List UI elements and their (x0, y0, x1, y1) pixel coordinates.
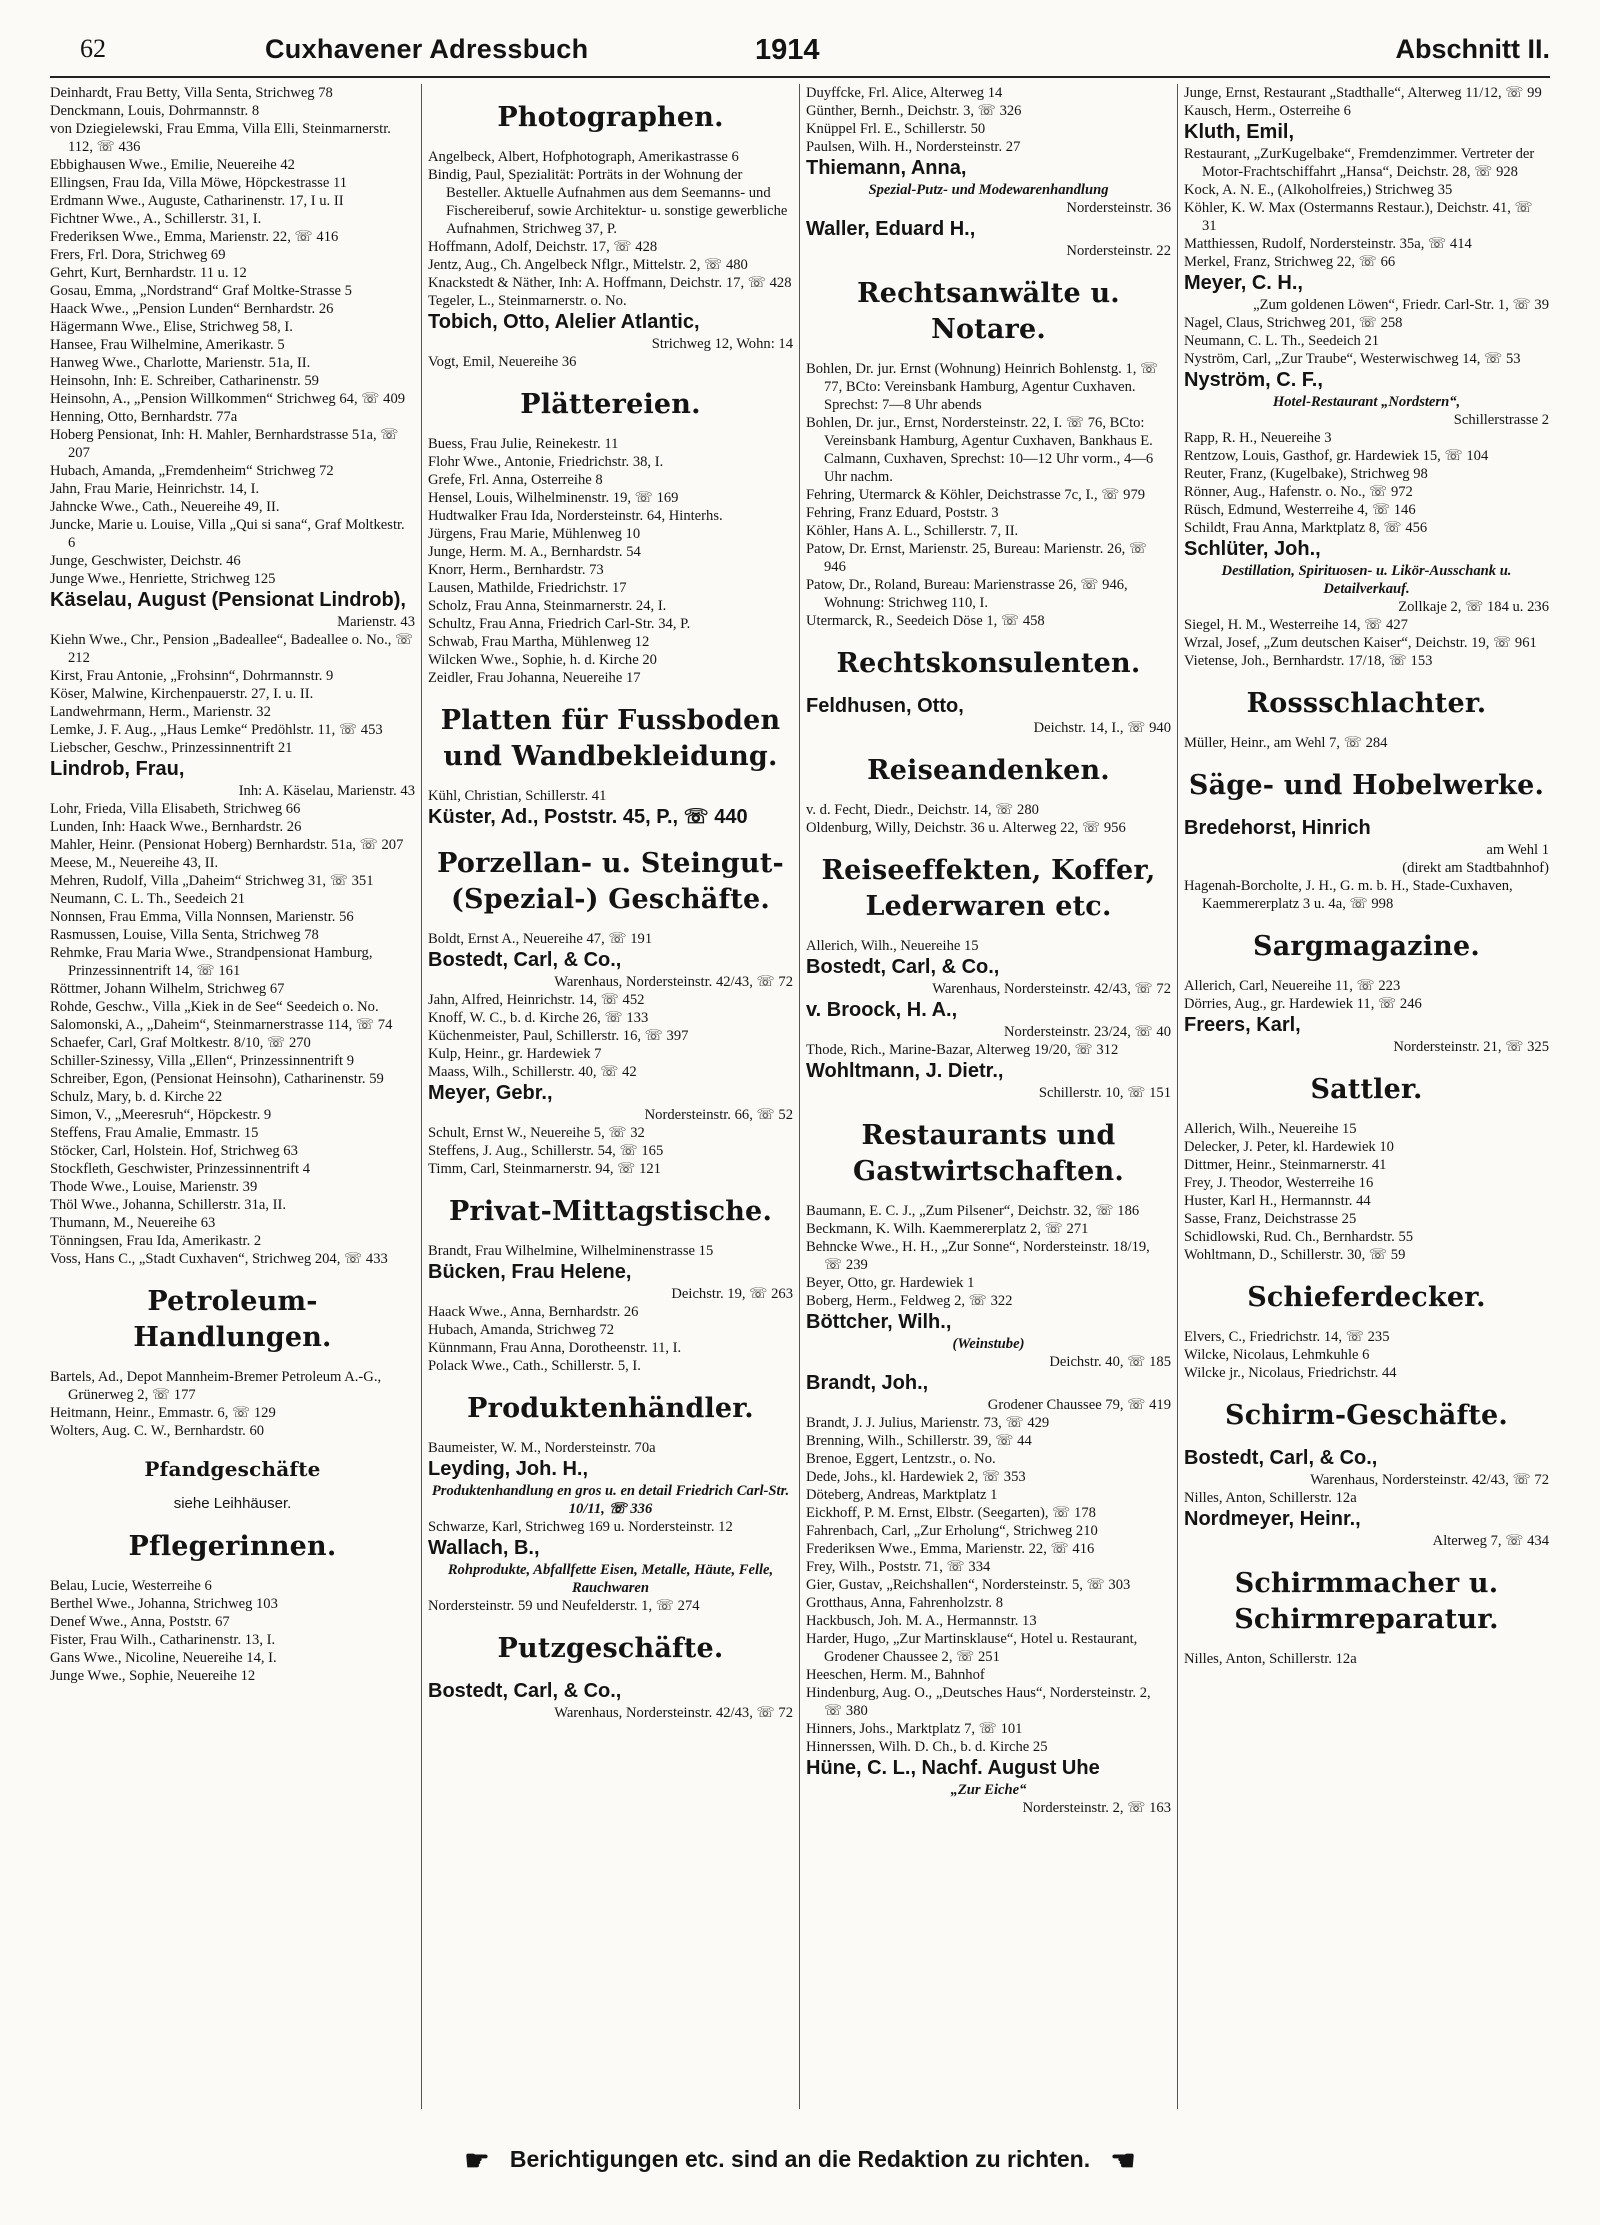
directory-entry: Küchenmeister, Paul, Schillerstr. 16, ☏ 397 (428, 1028, 689, 1044)
directory-entry: Schillerstr. 10, ☏ 151 (1038, 1085, 1171, 1101)
directory-entry-name: Bostedt, Carl, & Co., (428, 1680, 622, 1702)
directory-entry: Deinhardt, Frau Betty, Villa Senta, Strichweg 78 (50, 85, 333, 101)
directory-entry: Nilles, Anton, Schillerstr. 12a (1184, 1651, 1357, 1667)
directory-entry: Henning, Otto, Bernhardstr. 77a (50, 409, 238, 425)
directory-entry: Neumann, C. L. Th., Seedeich 21 (1184, 333, 1380, 349)
column-3 (806, 84, 1171, 2109)
directory-entry: Günther, Bernh., Deichstr. 3, ☏ 326 (806, 103, 1022, 119)
directory-entry: Heeschen, Herm. M., Bahnhof (806, 1667, 985, 1683)
section-heading: Reiseandenken. (867, 755, 1110, 786)
directory-entry: Nordersteinstr. 23/24, ☏ 40 (1003, 1024, 1171, 1040)
section-heading: Porzellan- u. Steingut- (Spezial-) Geschäfte. (437, 848, 784, 915)
directory-entry: Schaefer, Carl, Graf Moltkestr. 8/10, ☏ 270 (50, 1035, 311, 1051)
directory-entry: Kausch, Herm., Osterreihe 6 (1184, 103, 1351, 119)
directory-entry: Lemke, J. F. Aug., „Haus Lemke“ Predöhlstr. 11, ☏ 453 (50, 722, 383, 738)
directory-entry: Kirst, Frau Antonie, „Frohsinn“, Dohrmannstr. 9 (50, 668, 334, 684)
directory-entry-name: Bredehorst, Hinrich (1184, 817, 1371, 839)
directory-entry: Hoberg Pensionat, Inh: H. Mahler, Bernhardstrasse 51a, ☏ 207 (50, 427, 399, 461)
directory-entry-name: Wohltmann, J. Dietr., (806, 1060, 1004, 1082)
directory-entry: Knüppel Frl. E., Schillerstr. 50 (806, 121, 986, 137)
directory-entry: Allerich, Wilh., Neuereihe 15 (806, 938, 979, 954)
directory-entry: Thode, Rich., Marine-Bazar, Alterweg 19/20, ☏ 312 (806, 1042, 1119, 1058)
section-heading: Produktenhändler. (467, 1393, 754, 1424)
directory-entry: Brandt, J. J. Julius, Marienstr. 73, ☏ 429 (806, 1415, 1050, 1431)
directory-entry: Wilcke, Nicolaus, Lehmkuhle 6 (1184, 1347, 1370, 1363)
directory-entry: Hoffmann, Adolf, Deichstr. 17, ☏ 428 (428, 239, 658, 255)
directory-entry: Marienstr. 43 (337, 614, 415, 630)
directory-title: Cuxhavener Adressbuch (265, 34, 589, 64)
section-heading: Säge- und Hobelwerke. (1188, 770, 1545, 801)
directory-entry: Elvers, C., Friedrichstr. 14, ☏ 235 (1184, 1329, 1390, 1345)
directory-entry: Knorr, Herm., Bernhardstr. 73 (428, 562, 604, 578)
directory-entry: Mahler, Heinr. (Pensionat Hoberg) Bernhardstr. 51a, ☏ 207 (50, 837, 404, 853)
directory-entry: Gans Wwe., Nicoline, Neuereihe 14, I. (50, 1650, 277, 1666)
directory-entry: Wolters, Aug. C. W., Bernhardstr. 60 (50, 1423, 265, 1439)
section-heading: Rechtskonsulenten. (836, 648, 1141, 679)
page-header (50, 26, 1550, 78)
column-1 (50, 84, 415, 2109)
directory-entry: (direkt am Stadtbahnhof) (1402, 860, 1549, 876)
pointing-hand-icon: ☚ (1110, 2144, 1136, 2176)
directory-entry-name: Kluth, Emil, (1184, 121, 1294, 143)
directory-entry: Eickhoff, P. M. Ernst, Elbstr. (Seegarten), ☏ 178 (806, 1505, 1096, 1521)
directory-entry: Fichtner Wwe., A., Schillerstr. 31, I. (50, 211, 262, 227)
directory-entry: Nordersteinstr. 2, ☏ 163 (1022, 1800, 1171, 1816)
footer-note: Berichtigungen etc. sind an die Redaktion zu richten. (509, 2146, 1091, 2172)
page-footer (50, 2134, 1550, 2184)
directory-entry-name: Schlüter, Joh., (1184, 538, 1321, 560)
section-heading: Schirm-Geschäfte. (1225, 1400, 1508, 1431)
section-heading: Sattler. (1310, 1074, 1423, 1105)
section-heading: Restaurants und Gastwirtschaften. (853, 1120, 1124, 1187)
directory-entry: Thumann, M., Neuereihe 63 (50, 1215, 216, 1231)
directory-entry: Utermarck, R., Seedeich Döse 1, ☏ 458 (806, 613, 1045, 629)
directory-entry: Wilcken Wwe., Sophie, h. d. Kirche 20 (428, 652, 657, 668)
directory-entry: Baumann, E. C. J., „Zum Pilsener“, Deichstr. 32, ☏ 186 (806, 1203, 1140, 1219)
directory-entry: Hackbusch, Joh. M. A., Hermannstr. 13 (806, 1613, 1037, 1629)
directory-entry: Dittmer, Heinr., Steinmarnerstr. 41 (1184, 1157, 1387, 1173)
directory-entry-name: Waller, Eduard H., (806, 218, 976, 240)
directory-entry-name: Bostedt, Carl, & Co., (1184, 1447, 1378, 1469)
directory-entry: Zeidler, Frau Johanna, Neuereihe 17 (428, 670, 641, 686)
directory-entry: Wilcke jr., Nicolaus, Friedrichstr. 44 (1184, 1365, 1397, 1381)
directory-entry: Köhler, K. W. Max (Ostermanns Restaur.), Deichstr. 41, ☏ 31 (1184, 200, 1533, 234)
directory-entry: Beyer, Otto, gr. Hardewiek 1 (806, 1275, 975, 1291)
directory-entry: Deichstr. 14, I., ☏ 940 (1033, 720, 1171, 736)
directory-entry: Frederiksen Wwe., Emma, Marienstr. 22, ☏ 416 (806, 1541, 1095, 1557)
column-divider (799, 84, 800, 2109)
directory-entry: Warenhaus, Nordersteinstr. 42/43, ☏ 72 (1310, 1472, 1549, 1488)
directory-columns (50, 84, 1550, 2109)
directory-entry: Behncke Wwe., H. H., „Zur Sonne“, Nordersteinstr. 18/19, ☏ 239 (806, 1239, 1150, 1273)
directory-entry: Künnmann, Frau Anna, Dorotheenstr. 11, I. (428, 1340, 682, 1356)
directory-entry: Döteberg, Andreas, Marktplatz 1 (806, 1487, 998, 1503)
column-2 (428, 84, 793, 2109)
directory-entry: Kühl, Christian, Schillerstr. 41 (428, 788, 607, 804)
directory-entry: Frederiksen Wwe., Emma, Marienstr. 22, ☏ 416 (50, 229, 339, 245)
directory-entry: Timm, Carl, Steinmarnerstr. 94, ☏ 121 (428, 1161, 661, 1177)
directory-entry: Tegeler, L., Steinmarnerstr. o. No. (428, 293, 627, 309)
directory-entry: Knoff, W. C., b. d. Kirche 26, ☏ 133 (428, 1010, 649, 1026)
directory-entry: Kock, A. N. E., (Alkoholfreies,) Strichweg 35 (1184, 182, 1453, 198)
page-number: 62 (80, 34, 106, 63)
directory-entry-name: Nyström, C. F., (1184, 369, 1323, 391)
directory-entry: Stockfleth, Geschwister, Prinzessinnentrift 4 (50, 1161, 311, 1177)
directory-entry-name: Meyer, C. H., (1184, 272, 1303, 294)
pointing-hand-icon: ☛ (464, 2144, 490, 2176)
directory-entry: Siegel, H. M., Westerreihe 14, ☏ 427 (1184, 617, 1408, 633)
directory-entry: Kiehn Wwe., Chr., Pension „Badeallee“, Badeallee o. No., ☏ 212 (50, 632, 414, 666)
directory-entry: Frey, Wilh., Poststr. 71, ☏ 334 (806, 1559, 991, 1575)
directory-entry: Heinsohn, A., „Pension Willkommen“ Strichweg 64, ☏ 409 (50, 391, 406, 407)
directory-entry: Grefe, Frl. Anna, Osterreihe 8 (428, 472, 603, 488)
directory-entry: Bohlen, Dr. jur., Ernst, Nordersteinstr. 22, I. ☏ 76, BCto: Vereinsbank Hamburg, Agentur Cuxhaven, Bankhaus E. Calmann, Cuxhaven, Sprechst: 10—12 Uhr vorm., 4—6 Uhr nachm. (806, 415, 1154, 485)
directory-entry: Duyffcke, Frl. Alice, Alterweg 14 (806, 85, 1003, 101)
directory-entry: Matthiessen, Rudolf, Nordersteinstr. 35a, ☏ 414 (1184, 236, 1472, 252)
directory-entry-name: Nordmeyer, Heinr., (1184, 1508, 1361, 1530)
directory-entry: Rehmke, Frau Maria Wwe., Strandpensionat Hamburg, Prinzessinnentrift 14, ☏ 161 (50, 945, 373, 979)
directory-entry: Warenhaus, Nordersteinstr. 42/43, ☏ 72 (554, 974, 793, 990)
directory-entry: Fister, Frau Wilh., Catharinenstr. 13, I. (50, 1632, 276, 1648)
directory-entry: Hotel-Restaurant „Nordstern“, (1272, 394, 1461, 410)
section-heading: Plättereien. (520, 389, 701, 420)
directory-entry: Deichstr. 19, ☏ 263 (671, 1286, 793, 1302)
directory-entry: Liebscher, Geschw., Prinzessinnentrift 21 (50, 740, 293, 756)
directory-entry: Huster, Karl H., Hermannstr. 44 (1184, 1193, 1371, 1209)
directory-entry: Dörries, Aug., gr. Hardewiek 11, ☏ 246 (1184, 996, 1422, 1012)
directory-entry: Salomonski, A., „Daheim“, Steinmarnerstrasse 114, ☏ 74 (50, 1017, 393, 1033)
section-note: siehe Leihhäuser. (173, 1495, 292, 1512)
directory-entry: „Zur Eiche“ (950, 1782, 1027, 1798)
directory-entry: Tönningsen, Frau Ida, Amerikastr. 2 (50, 1233, 262, 1249)
directory-entry: Rüsch, Edmund, Westerreihe 4, ☏ 146 (1184, 502, 1416, 518)
directory-entry: Schwab, Frau Martha, Mühlenweg 12 (428, 634, 650, 650)
directory-entry: Scholz, Frau Anna, Steinmarnerstr. 24, I. (428, 598, 667, 614)
directory-entry-name: Bostedt, Carl, & Co., (428, 949, 622, 971)
directory-entry: Fahrenbach, Carl, „Zur Erholung“, Strichweg 210 (806, 1523, 1098, 1539)
directory-entry: Voss, Hans C., „Stadt Cuxhaven“, Strichweg 204, ☏ 433 (50, 1251, 388, 1267)
directory-entry: Allerich, Carl, Neuereihe 11, ☏ 223 (1184, 978, 1401, 994)
directory-entry: Buess, Frau Julie, Reinekestr. 11 (428, 436, 619, 452)
directory-entry: Lohr, Frieda, Villa Elisabeth, Strichweg 66 (50, 801, 301, 817)
directory-entry-name: Thiemann, Anna, (806, 157, 967, 179)
directory-entry: Wrzal, Josef, „Zum deutschen Kaiser“, Deichstr. 19, ☏ 961 (1184, 635, 1537, 651)
directory-entry: Thode Wwe., Louise, Marienstr. 39 (50, 1179, 258, 1195)
directory-entry: Jahn, Alfred, Heinrichstr. 14, ☏ 452 (428, 992, 645, 1008)
directory-entry: Restaurant, „ZurKugelbake“, Fremdenzimmer. Vertreter der Motor-Frachtschiffahrt „Hansa“, Deichstr. 28, ☏ 928 (1184, 146, 1535, 180)
directory-entry: Steffens, Frau Amalie, Emmastr. 15 (50, 1125, 259, 1141)
directory-entry: Jahncke Wwe., Cath., Neuereihe 49, II. (50, 499, 280, 515)
directory-year: 1914 (755, 34, 820, 66)
directory-entry: Stöcker, Carl, Holstein. Hof, Strichweg 63 (50, 1143, 298, 1159)
directory-entry: Nonnsen, Frau Emma, Villa Nonnsen, Marienstr. 56 (50, 909, 354, 925)
directory-entry-name: Feldhusen, Otto, (806, 695, 964, 717)
section-heading: Pflegerinnen. (128, 1531, 337, 1562)
directory-entry: Hinners, Johs., Marktplatz 7, ☏ 101 (806, 1721, 1023, 1737)
section-heading: Rossschlachter. (1246, 688, 1487, 719)
directory-entry: Knackstedt & Näther, Inh: A. Hoffmann, Deichstr. 17, ☏ 428 (428, 275, 792, 291)
directory-entry: v. d. Fecht, Diedr., Deichstr. 14, ☏ 280 (806, 802, 1039, 818)
directory-entry: Hudtwalker Frau Ida, Nordersteinstr. 64, Hinterhs. (428, 508, 723, 524)
directory-entry: Baumeister, W. M., Nordersteinstr. 70a (428, 1440, 656, 1456)
directory-entry: Thöl Wwe., Johanna, Schillerstr. 31a, II. (50, 1197, 287, 1213)
directory-entry: Nordersteinstr. 59 und Neufelderstr. 1, ☏ 274 (428, 1598, 700, 1614)
directory-entry-name: Freers, Karl, (1184, 1014, 1301, 1036)
directory-entry: Meese, M., Neuereihe 43, II. (50, 855, 219, 871)
directory-entry: Gosau, Emma, „Nordstrand“ Graf Moltke-Strasse 5 (50, 283, 352, 299)
directory-entry: Hansee, Frau Wilhelmine, Amerikastr. 5 (50, 337, 285, 353)
directory-entry-name: Böttcher, Wilh., (806, 1311, 952, 1333)
directory-entry: Junge, Herm. M. A., Bernhardstr. 54 (428, 544, 641, 560)
directory-entry: Hensel, Louis, Wilhelminenstr. 19, ☏ 169 (428, 490, 679, 506)
directory-entry-name: Tobich, Otto, Alelier Atlantic, (428, 311, 700, 333)
directory-entry-name: Brandt, Joh., (806, 1372, 929, 1394)
directory-entry: „Zum goldenen Löwen“, Friedr. Carl-Str. 1, ☏ 39 (1253, 297, 1549, 313)
directory-entry: Heinsohn, Inh: E. Schreiber, Catharinenstr. 59 (50, 373, 319, 389)
directory-entry: Jürgens, Frau Marie, Mühlenweg 10 (428, 526, 641, 542)
directory-entry: Rönner, Aug., Hafenstr. o. No., ☏ 972 (1184, 484, 1413, 500)
directory-entry: Junge, Ernst, Restaurant „Stadthalle“, Alterweg 11/12, ☏ 99 (1184, 85, 1542, 101)
directory-entry: Zollkaje 2, ☏ 184 u. 236 (1398, 599, 1549, 615)
directory-entry: Rohde, Geschw., Villa „Kiek in de See“ Seedeich o. No. (50, 999, 379, 1015)
section-heading: Schieferdecker. (1247, 1282, 1486, 1313)
directory-entry-name: Wallach, B., (428, 1537, 540, 1559)
directory-entry: Hinnerssen, Wilh. D. Ch., b. d. Kirche 25 (806, 1739, 1048, 1755)
directory-entry: Brenoe, Eggert, Lentzstr., o. No. (806, 1451, 996, 1467)
directory-entry: Warenhaus, Nordersteinstr. 42/43, ☏ 72 (554, 1705, 793, 1721)
directory-entry: Köser, Malwine, Kirchenpauerstr. 27, I. u. II. (50, 686, 314, 702)
directory-entry: Destillation, Spirituosen- u. Likör-Ausschank u. Detailverkauf. (1221, 563, 1512, 597)
directory-entry: am Wehl 1 (1486, 842, 1549, 858)
directory-entry: Grotthaus, Anna, Fahrenholzstr. 8 (806, 1595, 1003, 1611)
directory-entry: Bartels, Ad., Depot Mannheim-Bremer Petroleum A.-G., Grünerweg 2, ☏ 177 (50, 1369, 382, 1403)
directory-entry: Hägermann Wwe., Elise, Strichweg 58, I. (50, 319, 293, 335)
directory-entry: Berthel Wwe., Johanna, Strichweg 103 (50, 1596, 278, 1612)
section-heading: Photographen. (497, 102, 724, 133)
directory-entry: Nyström, Carl, „Zur Traube“, Westerwischweg 14, ☏ 53 (1184, 351, 1521, 367)
directory-entry: Mehren, Rudolf, Villa „Daheim“ Strichweg 31, ☏ 351 (50, 873, 374, 889)
directory-entry: Sasse, Franz, Deichstrasse 25 (1184, 1211, 1357, 1227)
directory-entry: Fehring, Franz Eduard, Poststr. 3 (806, 505, 999, 521)
directory-entry: Junge Wwe., Henriette, Strichweg 125 (50, 571, 276, 587)
column-divider (1177, 84, 1178, 2109)
directory-entry: Frey, J. Theodor, Westerreihe 16 (1184, 1175, 1374, 1191)
section-heading: Rechtsanwälte u. Notare. (857, 278, 1120, 345)
directory-entry: Brenning, Wilh., Schillerstr. 39, ☏ 44 (806, 1433, 1032, 1449)
section-heading: Petroleum-Handlungen. (133, 1286, 332, 1353)
directory-entry-name: Hüne, C. L., Nachf. August Uhe (806, 1757, 1100, 1779)
directory-entry: Rentzow, Louis, Gasthof, gr. Hardewiek 15, ☏ 104 (1184, 448, 1489, 464)
directory-entry: Rapp, R. H., Neuereihe 3 (1184, 430, 1332, 446)
directory-entry-name: Bostedt, Carl, & Co., (806, 956, 1000, 978)
directory-entry: Oldenburg, Willy, Deichstr. 36 u. Alterweg 22, ☏ 956 (806, 820, 1126, 836)
directory-entry-name: Käselau, August (Pensionat Lindrob), (50, 589, 406, 611)
directory-entry: Steffens, J. Aug., Schillerstr. 54, ☏ 165 (428, 1143, 664, 1159)
directory-entry: Gehrt, Kurt, Bernhardstr. 11 u. 12 (50, 265, 247, 281)
directory-entry: Schidlowski, Rud. Ch., Bernhardstr. 55 (1184, 1229, 1414, 1245)
directory-entry: Nordersteinstr. 36 (1066, 200, 1171, 216)
directory-entry: Maass, Wilh., Schillerstr. 40, ☏ 42 (428, 1064, 637, 1080)
directory-entry: Merkel, Franz, Strichweg 22, ☏ 66 (1184, 254, 1396, 270)
directory-entry: Spezial-Putz- und Modewarenhandlung (868, 182, 1109, 198)
directory-entry: Ellingsen, Frau Ida, Villa Möwe, Höpckestrasse 11 (50, 175, 348, 191)
directory-entry: Polack Wwe., Cath., Schillerstr. 5, I. (428, 1358, 641, 1374)
directory-entry: Patow, Dr., Roland, Bureau: Marienstrasse 26, ☏ 946, Wohnung: Strichweg 110, I. (806, 577, 1128, 611)
directory-entry: Deichstr. 40, ☏ 185 (1049, 1354, 1171, 1370)
directory-entry: Schulz, Mary, b. d. Kirche 22 (50, 1089, 223, 1105)
column-4 (1184, 84, 1549, 2109)
directory-entry: Schult, Ernst W., Neuereihe 5, ☏ 32 (428, 1125, 645, 1141)
directory-entry: Erdmann Wwe., Auguste, Catharinenstr. 17, I u. II (50, 193, 344, 209)
directory-entry: Juncke, Marie u. Louise, Villa „Qui si sana“, Graf Moltkestr. 6 (50, 517, 405, 551)
column-divider (421, 84, 422, 2109)
directory-entry: Bohlen, Dr. jur. Ernst (Wohnung) Heinrich Bohlenstg. 1, ☏ 77, BCto: Vereinsbank Hamburg, Agentur Cuxhaven. Sprechst: 7—8 Uhr abends (806, 361, 1159, 413)
directory-entry: Nagel, Claus, Strichweg 201, ☏ 258 (1184, 315, 1403, 331)
directory-entry: Hanweg Wwe., Charlotte, Marienstr. 51a, II. (50, 355, 311, 371)
directory-entry-name: Meyer, Gebr., (428, 1082, 553, 1104)
directory-entry: Schillerstrasse 2 (1453, 412, 1549, 428)
directory-entry: Harder, Hugo, „Zur Martinsklause“, Hotel u. Restaurant, Grodener Chaussee 2, ☏ 251 (806, 1631, 1138, 1665)
section-heading: Privat-Mittagstische. (448, 1196, 773, 1227)
directory-entry: Nordersteinstr. 66, ☏ 52 (644, 1107, 793, 1123)
directory-entry: Fehring, Utermarck & Köhler, Deichstrasse 7c, I., ☏ 979 (806, 487, 1146, 503)
section-heading: Sargmagazine. (1253, 931, 1480, 962)
directory-entry: Beckmann, K. Wilh. Kaemmererplatz 2, ☏ 271 (806, 1221, 1089, 1237)
directory-entry: Patow, Dr. Ernst, Marienstr. 25, Bureau: Marienstr. 26, ☏ 946 (806, 541, 1148, 575)
directory-entry: Nordersteinstr. 22 (1066, 243, 1171, 259)
directory-entry: Denef Wwe., Anna, Poststr. 67 (50, 1614, 230, 1630)
directory-entry: Jahn, Frau Marie, Heinrichstr. 14, I. (50, 481, 260, 497)
directory-entry: Nilles, Anton, Schillerstr. 12a (1184, 1490, 1357, 1506)
directory-entry: Müller, Heinr., am Wehl 7, ☏ 284 (1184, 735, 1388, 751)
section-heading: Platten für Fussboden und Wandbekleidung. (440, 705, 781, 772)
directory-entry: Allerich, Wilh., Neuereihe 15 (1184, 1121, 1357, 1137)
directory-entry: Strichweg 12, Wohn: 14 (651, 336, 793, 352)
directory-entry: Boldt, Ernst A., Neuereihe 47, ☏ 191 (428, 931, 653, 947)
directory-entry: Heitmann, Heinr., Emmastr. 6, ☏ 129 (50, 1405, 276, 1421)
directory-entry: Jentz, Aug., Ch. Angelbeck Nflgr., Mittelstr. 2, ☏ 480 (428, 257, 748, 273)
directory-entry: Schiller-Szinessy, Villa „Ellen“, Prinzessinnentrift 9 (50, 1053, 355, 1069)
directory-entry: Haack Wwe., Anna, Bernhardstr. 26 (428, 1304, 639, 1320)
directory-entry: Wohltmann, D., Schillerstr. 30, ☏ 59 (1184, 1247, 1406, 1263)
directory-entry: Junge Wwe., Sophie, Neuereihe 12 (50, 1668, 256, 1684)
directory-entry: Grodener Chaussee 79, ☏ 419 (987, 1397, 1171, 1413)
directory-entry: Schreiber, Egon, (Pensionat Heinsohn), Catharinenstr. 59 (50, 1071, 384, 1087)
section-heading: Reiseeffekten, Koffer, Lederwaren etc. (821, 855, 1156, 922)
directory-entry: Haack Wwe., „Pension Lunden“ Bernhardstr. 26 (50, 301, 334, 317)
directory-entry: Frers, Frl. Dora, Strichweg 69 (50, 247, 226, 263)
directory-entry: Hindenburg, Aug. O., „Deutsches Haus“, Nordersteinstr. 2, ☏ 380 (806, 1685, 1151, 1719)
directory-entry: Inh: A. Käselau, Marienstr. 43 (238, 783, 415, 799)
directory-entry: von Dziegielewski, Frau Emma, Villa Elli, Steinmarnerstr. 112, ☏ 436 (50, 121, 391, 155)
directory-entry: Rasmussen, Louise, Villa Senta, Strichweg 78 (50, 927, 319, 943)
directory-entry: Paulsen, Wilh. H., Nordersteinstr. 27 (806, 139, 1021, 155)
directory-entry: Angelbeck, Albert, Hofphotograph, Amerikastrasse 6 (428, 149, 739, 165)
directory-entry: Kulp, Heinr., gr. Hardewiek 7 (428, 1046, 602, 1062)
directory-entry: Lausen, Mathilde, Friedrichstr. 17 (428, 580, 627, 596)
directory-entry: Reuter, Franz, (Kugelbake), Strichweg 98 (1184, 466, 1428, 482)
directory-entry: Neumann, C. L. Th., Seedeich 21 (50, 891, 246, 907)
directory-entry: Gier, Gustav, „Reichshallen“, Nordersteinstr. 5, ☏ 303 (806, 1577, 1131, 1593)
directory-entry: Rohprodukte, Abfallfette Eisen, Metalle, Häute, Felle, Rauchwaren (447, 1562, 774, 1596)
directory-entry: Schultz, Frau Anna, Friedrich Carl-Str. 34, P. (428, 616, 691, 632)
directory-entry: Hagenah-Borcholte, J. H., G. m. b. H., Stade-Cuxhaven, Kaemmererplatz 3 u. 4a, ☏ 998 (1184, 878, 1513, 912)
directory-entry: Ebbighausen Wwe., Emilie, Neuereihe 42 (50, 157, 295, 173)
directory-entry-name: Lindrob, Frau, (50, 758, 185, 780)
directory-entry: Simon, V., „Meeresruh“, Höpckestr. 9 (50, 1107, 272, 1123)
directory-entry: Köhler, Hans A. L., Schillerstr. 7, II. (806, 523, 1019, 539)
directory-entry: Hubach, Amanda, Strichweg 72 (428, 1322, 615, 1338)
directory-entry: Landwehrmann, Herm., Marienstr. 32 (50, 704, 271, 720)
directory-entry: Warenhaus, Nordersteinstr. 42/43, ☏ 72 (932, 981, 1171, 997)
directory-entry: Schwarze, Karl, Strichweg 169 u. Nordersteinstr. 12 (428, 1519, 733, 1535)
directory-entry-name: Küster, Ad., Poststr. 45, P., ☏ 440 (428, 806, 748, 828)
directory-entry: Bindig, Paul, Spezialität: Porträts in der Wohnung der Besteller. Aktuelle Aufnahmen aus dem Seemanns- und Fischereiberuf, sowie Architektur- u. sonstige gewerbliche Aufnahmen, Strichweg 37, P. (428, 167, 788, 237)
section-heading: Putzgeschäfte. (497, 1633, 724, 1664)
directory-entry: Denckmann, Louis, Dohrmannstr. 8 (50, 103, 260, 119)
directory-entry-name: Leyding, Joh. H., (428, 1458, 589, 1480)
section-label: Abschnitt II. (1395, 34, 1550, 64)
directory-entry: Dede, Johs., kl. Hardewiek 2, ☏ 353 (806, 1469, 1026, 1485)
directory-entry-name: Bücken, Frau Helene, (428, 1261, 632, 1283)
directory-entry: (Weinstube) (952, 1336, 1025, 1352)
directory-entry: Belau, Lucie, Westerreihe 6 (50, 1578, 212, 1594)
directory-entry: Schildt, Frau Anna, Marktplatz 8, ☏ 456 (1184, 520, 1428, 536)
directory-entry: Röttmer, Johann Wilhelm, Strichweg 67 (50, 981, 285, 997)
directory-entry: Flohr Wwe., Antonie, Friedrichstr. 38, I. (428, 454, 664, 470)
directory-entry: Produktenhandlung en gros u. en detail Friedrich Carl-Str. 10/11, ☏ 336 (431, 1483, 790, 1517)
directory-entry: Alterweg 7, ☏ 434 (1432, 1533, 1549, 1549)
directory-entry: Vietense, Joh., Bernhardstr. 17/18, ☏ 153 (1184, 653, 1433, 669)
directory-entry: Brandt, Frau Wilhelmine, Wilhelminenstrasse 15 (428, 1243, 714, 1259)
directory-entry: Lunden, Inh: Haack Wwe., Bernhardstr. 26 (50, 819, 302, 835)
directory-entry: Nordersteinstr. 21, ☏ 325 (1393, 1039, 1549, 1055)
directory-entry: Vogt, Emil, Neuereihe 36 (428, 354, 577, 370)
section-heading: Schirmmacher u. Schirmreparatur. (1234, 1568, 1499, 1635)
directory-entry: Hubach, Amanda, „Fremdenheim“ Strichweg 72 (50, 463, 334, 479)
directory-entry-name: v. Broock, H. A., (806, 999, 958, 1021)
directory-entry: Boberg, Herm., Feldweg 2, ☏ 322 (806, 1293, 1013, 1309)
directory-entry: Delecker, J. Peter, kl. Hardewiek 10 (1184, 1139, 1394, 1155)
section-heading: Pfandgeschäfte (144, 1457, 321, 1481)
directory-entry: Junge, Geschwister, Deichstr. 46 (50, 553, 241, 569)
